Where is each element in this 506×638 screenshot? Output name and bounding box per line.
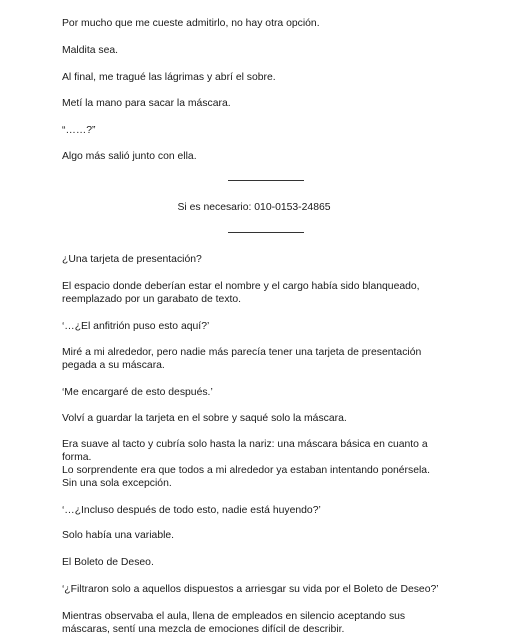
divider-top [228, 180, 304, 181]
paragraph: Lo sorprendente era que todos a mi alrededor ya estaban intentando ponérsela. Sin una sola excepción. [62, 465, 430, 490]
paragraph: ‘…¿Incluso después de todo esto, nadie está huyendo?’ [62, 505, 321, 516]
paragraph: Por mucho que me cueste admitirlo, no hay otra opción. [62, 18, 320, 29]
paragraph: ‘Me encargaré de esto después.’ [62, 387, 213, 398]
paragraph: “……?” [62, 125, 96, 136]
card-text: Si es necesario: 010-0153-24865 [177, 202, 331, 213]
paragraph: Miré a mi alrededor, pero nadie más parecía tener una tarjeta de presentación pegada a su máscara. [62, 347, 422, 372]
divider-bottom [228, 232, 304, 233]
paragraph: Mientras observaba el aula, llena de empleados en silencio aceptando sus máscaras, sentí una mezcla de emociones difícil de describir. [62, 611, 406, 636]
paragraph: Volví a guardar la tarjeta en el sobre y saqué solo la máscara. [62, 413, 347, 424]
paragraph: Al final, me tragué las lágrimas y abrí el sobre. [62, 72, 276, 83]
paragraph: El espacio donde deberían estar el nombre y el cargo había sido blanqueado, reemplazado por un garabato de texto. [62, 281, 420, 306]
paragraph: ¿Una tarjeta de presentación? [62, 254, 202, 265]
paragraph: ‘¿Filtraron solo a aquellos dispuestos a arriesgar su vida por el Boleto de Deseo?’ [62, 584, 439, 595]
paragraph: ‘…¿El anfitrión puso esto aquí?’ [62, 321, 210, 332]
paragraph: Maldita sea. [62, 45, 119, 56]
paragraph: Algo más salió junto con ella. [62, 151, 197, 162]
paragraph: Metí la mano para sacar la máscara. [62, 98, 231, 109]
paragraph: Solo había una variable. [62, 530, 175, 541]
paragraph: El Boleto de Deseo. [62, 557, 154, 568]
paragraph: Era suave al tacto y cubría solo hasta la nariz: una máscara básica en cuanto a forma. [62, 439, 428, 464]
